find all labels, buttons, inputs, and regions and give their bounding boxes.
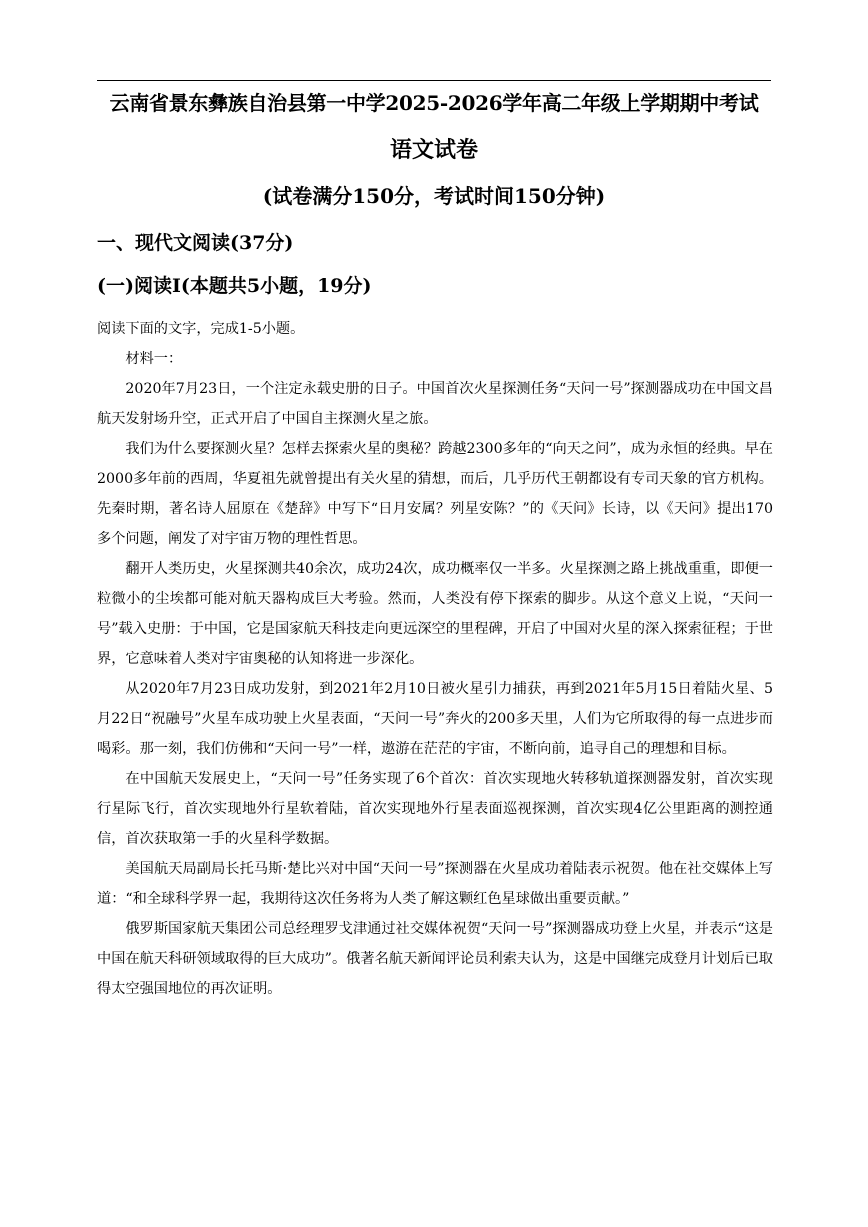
material-paragraph: 我们为什么要探测火星？怎样去探索火星的奥秘？跨越2300多年的“向天之问”，成为永恒的经典。早在2000多年前的西周，华夏祖先就曾提出有关火星的猜想，而后，几乎历代王朝都设有专司天象的官方机构。先秦时期，著名诗人屈原在《楚辞》中写下“日月安属？列星安陈？”的《天问》长诗，以《天问》提出170多个问题，阐发了对宇宙万物的理性哲思。 [97,441,773,547]
exam-title: 云南省景东彝族自治县第一中学2025-2026学年高二年级上学期期中考试 [109,91,759,115]
material-paragraph: 2020年7月23日，一个注定永载史册的日子。中国首次火星探测任务“天问一号”探测器成功在中国文昌航天发射场升空，正式开启了中国自主探测火星之旅。 [97,381,773,427]
material-paragraph: 从2020年7月23日成功发射，到2021年2月10日被火星引力捕获，再到2021年5月15日着陆火星、5月22日“祝融号”火星车成功驶上火星表面，“天问一号”奔火的200多天里，人们为它所取得的每一点进步而喝彩。那一刻，我们仿佛和“天问一号”一样，遨游在茫茫的宇宙，不断向前，追寻自己的理想和目标。 [97,681,773,757]
material-paragraph: 美国航天局副局长托马斯·楚比兴对中国“天问一号”探测器在火星成功着陆表示祝贺。他在社交媒体上写道：“和全球科学界一起，我期待这次任务将为人类了解这颗红色星球做出重要贡献。” [97,861,773,907]
exam-subject: 语文试卷 [389,137,478,163]
exam-info: (试卷满分150分，考试时间150分钟) [262,184,606,208]
material-label: 材料一： [125,351,183,367]
section-subheading: (一)阅读Ⅰ(本题共5小题，19分) [97,275,372,297]
header-rule [97,80,771,81]
material-paragraph: 翻开人类历史，火星探测共40余次，成功24次，成功概率仅一半多。火星探测之路上挑战重重，即便一粒微小的尘埃都可能对航天器构成巨大考验。然而，人类没有停下探索的脚步。从这个意义上说，“天问一号”载入史册：于中国，它是国家航天科技走向更远深空的里程碑，开启了中国对火星的深入探索征程；于世界，它意味着人类对宇宙奥秘的认知将进一步深化。 [97,561,773,667]
instruction-text: 阅读下面的文字，完成1-5小题。 [97,321,305,337]
material-paragraph: 在中国航天发展史上，“天问一号”任务实现了6个首次：首次实现地火转移轨道探测器发射，首次实现行星际飞行，首次实现地外行星软着陆，首次实现地外行星表面巡视探测，首次实现4亿公里距离的测控通信，首次获取第一手的火星科学数据。 [97,771,773,847]
section-heading: 一、现代文阅读(37分) [97,232,294,254]
material-paragraph: 俄罗斯国家航天集团公司总经理罗戈津通过社交媒体祝贺“天问一号”探测器成功登上火星，并表示“这是中国在航天科研领域取得的巨大成功”。俄著名航天新闻评论员利索夫认为，这是中国继完成登月计划后已取得太空强国地位的再次证明。 [97,921,773,997]
reading-content [97,314,773,1004]
